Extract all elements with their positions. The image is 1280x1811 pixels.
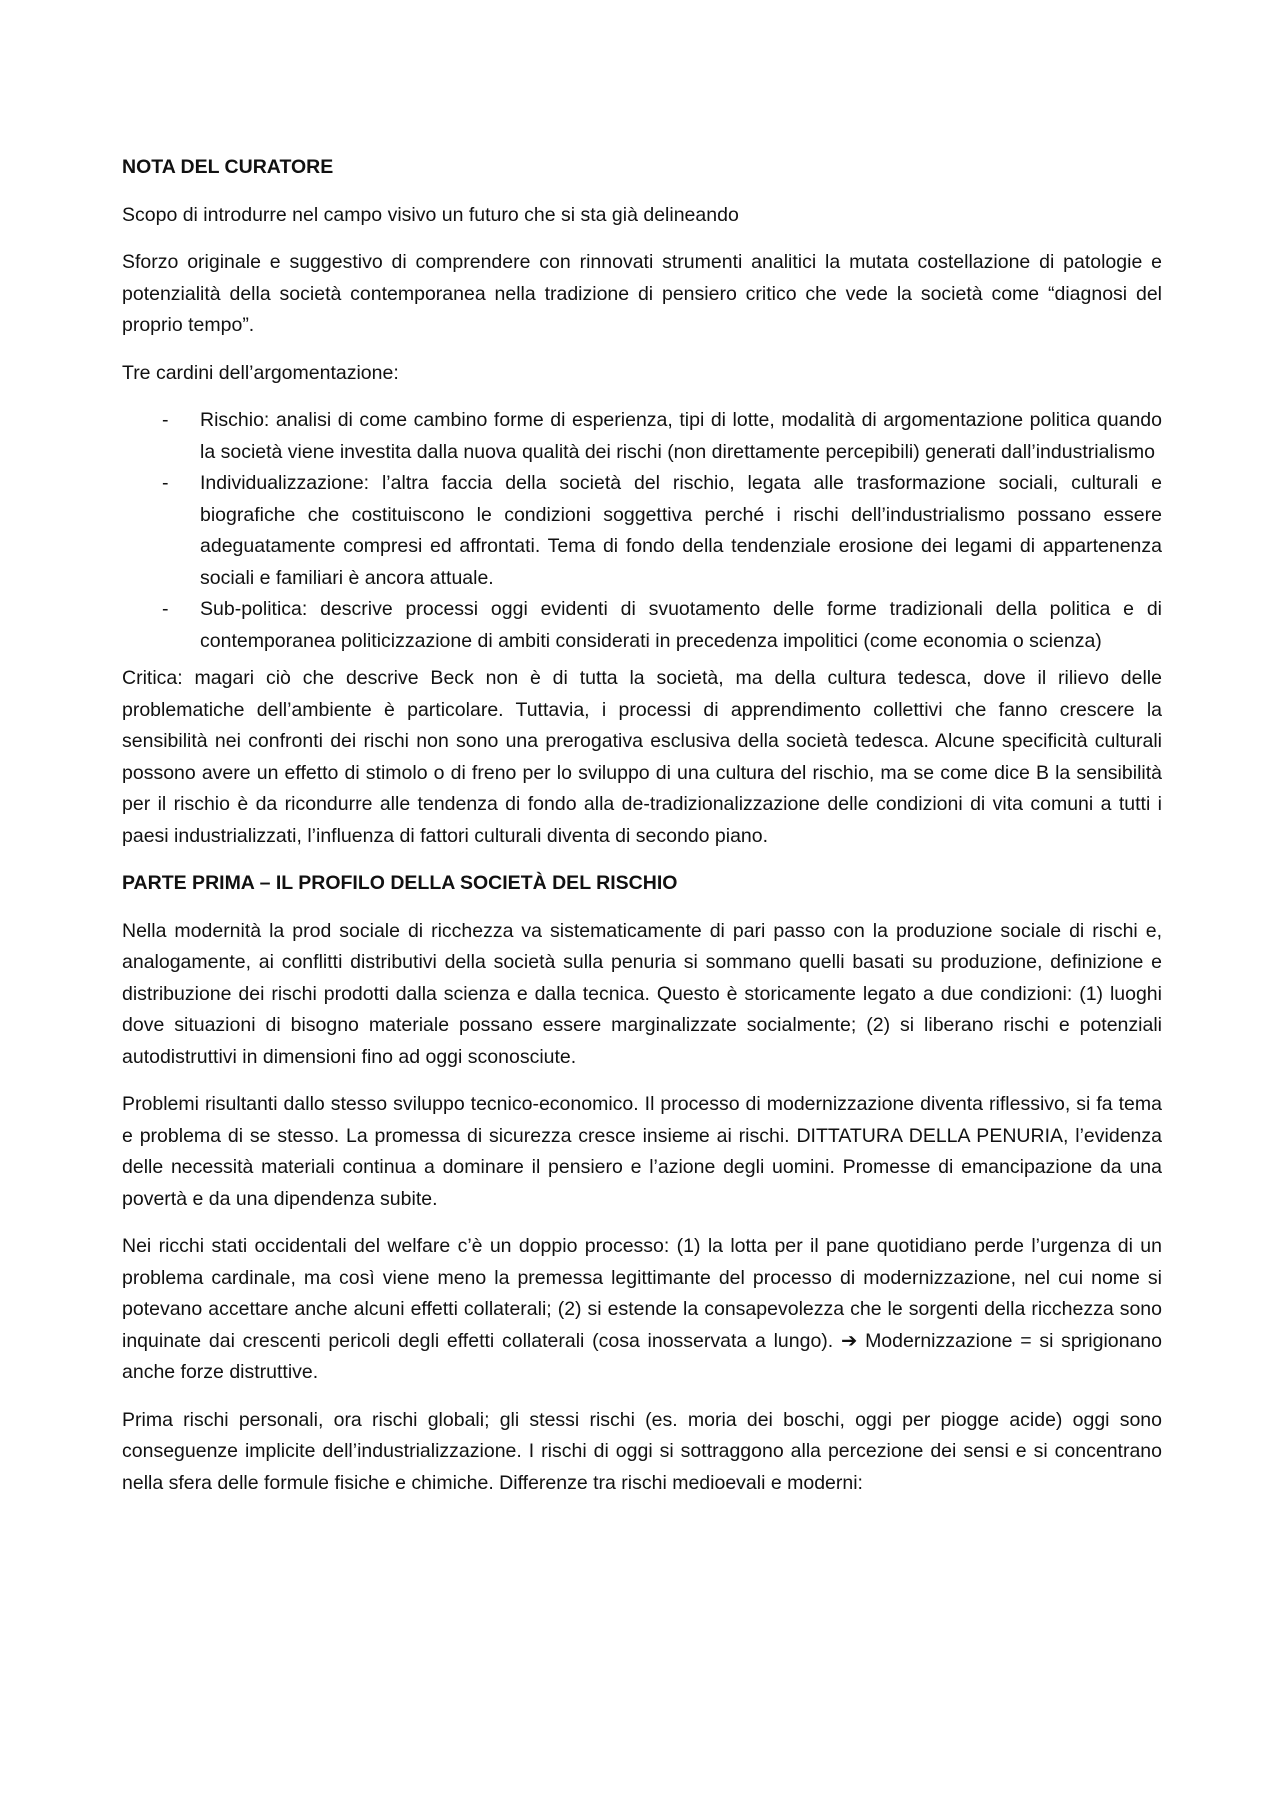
list-item-text: Rischio: analisi di come cambino forme di esperienza, tipi di lotte, modalità di argomentazione politica quando la società viene investita dalla nuova qualità dei rischi (non direttamente percepibili) generati dall’industrialismo: [200, 409, 1162, 463]
list-bullet: -: [162, 472, 169, 494]
list-bullet: -: [162, 598, 169, 620]
critique-paragraph: Critica: magari ciò che descrive Beck non è di tutta la società, ma della cultura tedesca, dove il rilievo delle problematiche dell’ambiente è particolare. Tuttavia, i processi di apprendimento collettivi che fanno crescere la sensibilità nei confronti dei rischi non sono una prerogativa esclusiva della società tedesca. Alcune specificità culturali possono avere un effetto di stimolo o di freno per lo sviluppo di una cultura del rischio, ma se come dice B la sensibilità per il rischio è da ricondurre alle tendenza di fondo alla de-tradizionalizzazione delle condizioni di vita comuni a tutti i paesi industrializzati, l’influenza di fattori culturali diventa di secondo piano.: [122, 667, 1162, 847]
part-one-paragraph-1: Nella modernità la prod sociale di ricchezza va sistematicamente di pari passo con la produzione sociale di rischi e, analogamente, ai conflitti distributivi della società sulla penuria si sommano quelli basati su produzione, definizione e distribuzione dei rischi prodotti dalla scienza e dalla tecnica. Questo è storicamente legato a due condizioni: (1) luoghi dove situazioni di bisogno materiale possano essere marginalizzate socialmente; (2) si liberano rischi e potenziali autodistruttivi in dimensioni fino ad oggi sconosciute.: [122, 919, 1162, 1068]
curator-note-heading: NOTA DEL CURATORE: [122, 156, 334, 178]
part-one-paragraph-3: [122, 1231, 1162, 1389]
list-item-text: Individualizzazione: l’altra faccia della società del rischio, legata alle trasformazione sociali, culturali e biografiche che costituiscono le condizioni soggettiva perché i rischi dell’industrialismo possano essere adeguatamente compresi ed affrontati. Tema di fondo della tendenziale erosione dei legami di appartenenza sociali e familiari è ancora attuale.: [200, 472, 1162, 589]
list-item-text: Sub-politica: descrive processi oggi evidenti di svuotamento delle forme tradizionali della politica e di contemporanea politicizzazione di ambiti considerati in precedenza impolitici (come economia o scienza): [200, 598, 1162, 652]
pillars-intro-paragraph: Tre cardini dell’argomentazione:: [122, 361, 399, 384]
list-item-sub-politica: [122, 594, 1162, 657]
part-one-paragraph-2: Problemi risultanti dallo stesso sviluppo tecnico-economico. Il processo di modernizzazione diventa riflessivo, si fa tema e problema di se stesso. La promessa di sicurezza cresce insieme ai rischi. DITTATURA DELLA PENURIA, l’evidenza delle necessità materiali continua a dominare il pensiero e l’azione degli uomini. Promesse di emancipazione da una povertà e da una dipendenza subite.: [122, 1093, 1162, 1210]
document-page: [122, 152, 1162, 1515]
list-bullet: -: [162, 409, 169, 431]
list-item-individualizzazione: [122, 468, 1162, 594]
pillars-list: [122, 405, 1162, 657]
right-arrow-icon: ➔: [840, 1329, 858, 1352]
part-one-paragraph-4: Prima rischi personali, ora rischi globali; gli stessi rischi (es. moria dei boschi, oggi per piogge acide) oggi sono conseguenze implicite dell’industrializzazione. I rischi di oggi si sottraggono alla percezione dei sensi e si concentrano nella sfera delle formule fisiche e chimiche. Differenze tra rischi medioevali e moderni:: [122, 1408, 1162, 1494]
curator-effort-paragraph: Sforzo originale e suggestivo di comprendere con rinnovati strumenti analitici la mutata costellazione di patologie e potenzialità della società contemporanea nella tradizione di pensiero critico che vede la società come “diagnosi del proprio tempo”.: [122, 251, 1162, 336]
part-one-heading: PARTE PRIMA – IL PROFILO DELLA SOCIETÀ DEL RISCHIO: [122, 872, 678, 894]
paragraph-main-text: Nei ricchi stati occidentali del welfare c’è un doppio processo: (1) la lotta per il pane quotidiano perde l’urgenza di un problema cardinale, ma così viene meno la premessa legittimante del processo di modernizzazione, nel cui nome si potevano accettare anche alcuni effetti collaterali; (2) si estende la consapevolezza che le sorgenti della ricchezza sono inquinate dai crescenti pericoli degli effetti collaterali (cosa inosservata a lungo).: [122, 1235, 1162, 1352]
list-item-rischio: [122, 405, 1162, 468]
paragraph-conclusion-text: Modernizzazione = si sprigionano anche forze distruttive.: [122, 1329, 1163, 1383]
curator-intro-paragraph: Scopo di introdurre nel campo visivo un futuro che si sta già delineando: [122, 203, 739, 226]
